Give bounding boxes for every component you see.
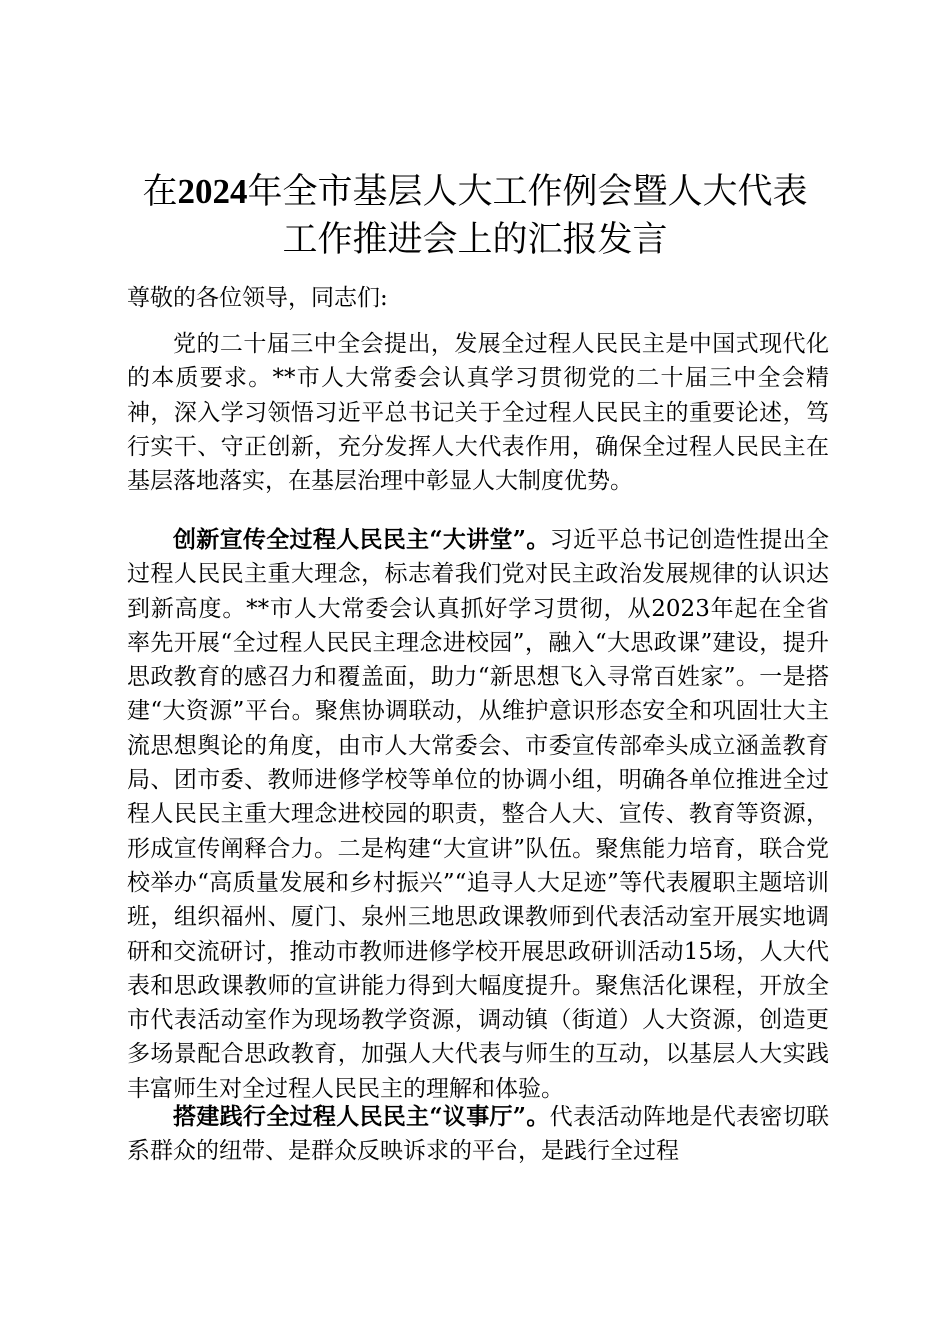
- title-year: 2024: [177, 172, 248, 211]
- paragraph-heading: 创新宣传全过程人民民主“大讲堂”。: [173, 526, 550, 553]
- title-suffix: 年全市基层人大工作例会暨人大代表: [247, 172, 808, 212]
- document-title-line-1: [100, 166, 850, 218]
- paragraph-body: 代表活动阵地是代表密切联系群众的纽带、是群众反映诉求的平台，是践行全过程: [127, 1104, 829, 1165]
- paragraph-heading: 搭建践行全过程人民民主“议事厅”。: [173, 1103, 550, 1130]
- salutation: 尊敬的各位领导，同志们:: [127, 285, 388, 311]
- paragraph-body: 习近平总书记创造性提出全过程人民民主重大理念，标志着我们党对民主政治发展规律的认识达到新高度。**市人大常委会认真抓好学习贯彻，从2023年起在全省率先开展“全过程人民民主理念进校园”，融入“大思政课”建设，提升思政教育的感召力和覆盖面，助力“新思想飞入寻常百姓家”。一是搭建“大资源”平台。聚焦协调联动，从维护意识形态安全和巩固壮大主流思想舆论的角度，由市人大常委会、市委宣传部牵头成立涵盖教育局、团市委、教师进修学校等单位的协调小组，明确各单位推进全过程人民民主重大理念进校园的职责，整合人大、宣传、教育等资源，形成宣传阐释合力。二是构建“大宣讲”队伍。聚焦能力培育，联合党校举办“高质量发展和乡村振兴”“追寻人大足迹”等代表履职主题培训班，组织福州、厦门、泉州三地思政课教师到代表活动室开展实地调研和交流研讨，推动市教师进修学校开展思政研训活动15场，人大代表和思政课教师的宣讲能力得到大幅度提升。聚焦活化课程，开放全市代表活动室作为现场教学资源，调动镇（街道）人大资源，创造更多场景配合思政教育，加强人大代表与师生的互动，以基层人大实践丰富师生对全过程人民民主的理解和体验。: [127, 527, 829, 1102]
- paragraph-body: 党的二十届三中全会提出，发展全过程人民民主是中国式现代化的本质要求。**市人大常委会认真学习贯彻党的二十届三中全会精神，深入学习领悟习近平总书记关于全过程人民民主的重要论述，笃行实干、守正创新，充分发挥人大代表作用，确保全过程人民民主在基层落地落实，在基层治理中彰显人大制度优势。: [127, 331, 829, 495]
- title-prefix: 在: [142, 172, 178, 212]
- paragraph-council-hall: [127, 1100, 829, 1169]
- paragraph-intro: [127, 327, 829, 498]
- document-title-line-2: 工作推进会上的汇报发言: [282, 220, 668, 260]
- paragraph-lecture-hall: [127, 523, 829, 1106]
